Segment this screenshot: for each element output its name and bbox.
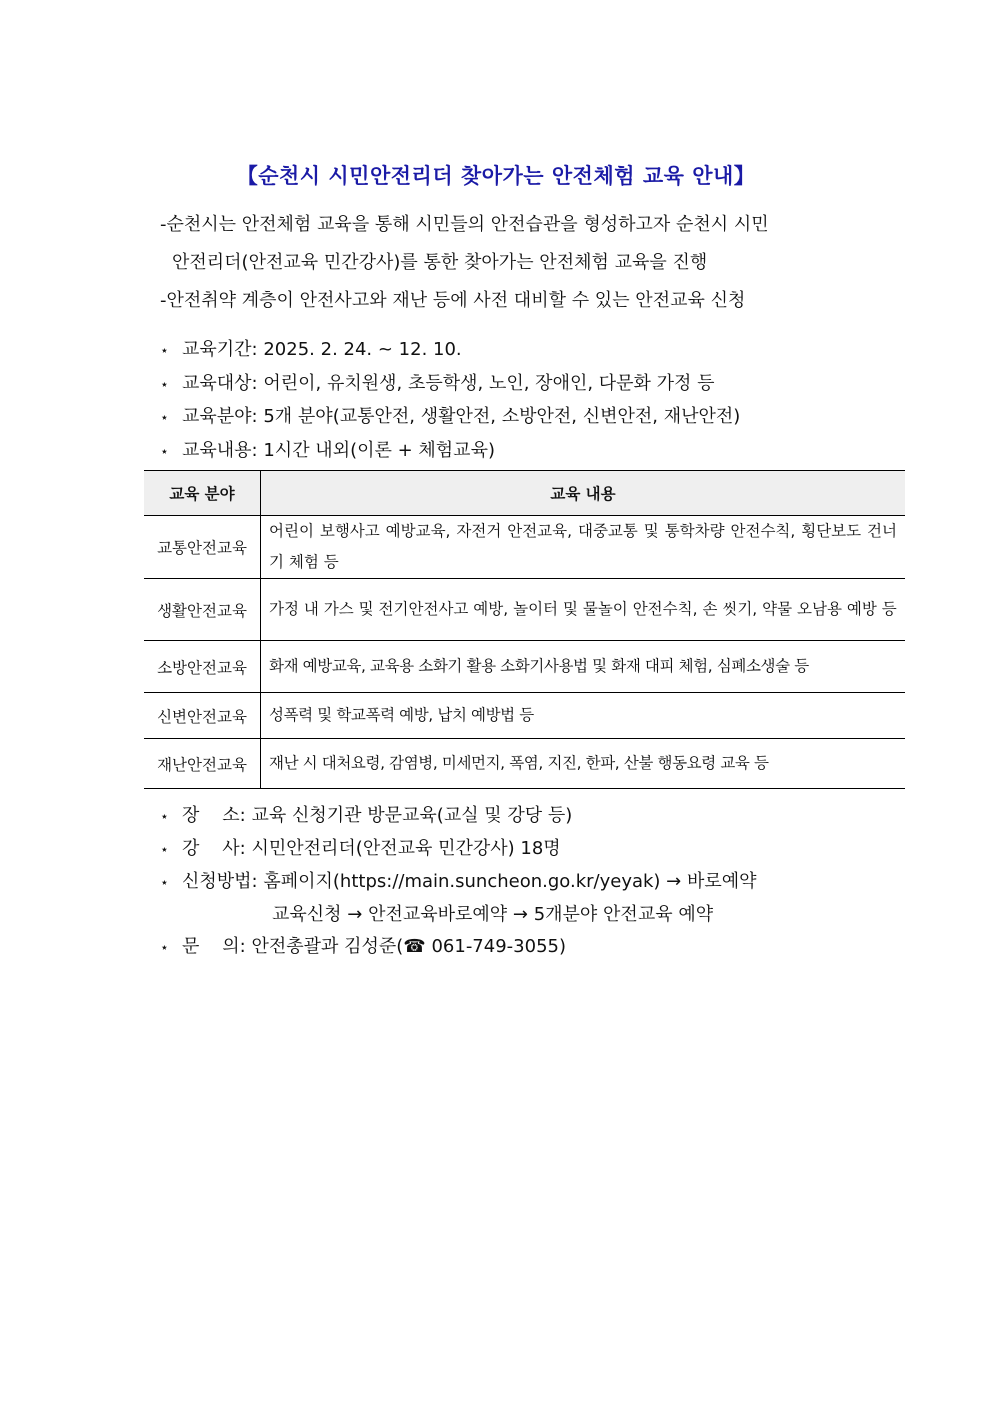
detail-contact bbox=[160, 931, 920, 964]
detail-apply-label: 신청방법: bbox=[182, 871, 258, 892]
intro-paragraph bbox=[160, 206, 900, 320]
row-category: 교통안전교육 bbox=[144, 516, 261, 579]
detail-place bbox=[160, 800, 920, 833]
bullet-star-icon: ⋆ bbox=[160, 940, 169, 956]
table-row bbox=[144, 739, 905, 789]
row-category: 생활안전교육 bbox=[144, 579, 261, 641]
bullet-star-icon: ⋆ bbox=[160, 875, 169, 891]
info-field bbox=[160, 401, 920, 435]
info-content-value: 1시간 내외(이론 + 체험교육) bbox=[263, 439, 495, 461]
info-target-label: 교육대상: bbox=[182, 372, 258, 394]
bullet-star-icon: ⋆ bbox=[160, 443, 169, 460]
info-period-label: 교육기간: bbox=[182, 339, 258, 360]
info-content-label: 교육내용: bbox=[182, 439, 258, 461]
bullet-star-icon: ⋆ bbox=[160, 376, 169, 393]
education-table bbox=[144, 470, 905, 789]
detail-instructor-value: 시민안전리더(안전교육 민간강사) 18명 bbox=[251, 838, 561, 859]
intro-line-2: 안전리더(안전교육 민간강사)를 통한 찾아가는 안전체험 교육을 진행 bbox=[172, 252, 708, 273]
intro-line-3: -안전취약 계층이 안전사고와 재난 등에 사전 대비할 수 있는 안전교육 신청 bbox=[160, 290, 746, 311]
table-row bbox=[144, 579, 905, 641]
row-content: 화재 예방교육, 교육용 소화기 활용 소화기사용법 및 화재 대피 체험, 심폐소생술 등 bbox=[261, 641, 906, 693]
detail-place-value: 교육 신청기관 방문교육(교실 및 강당 등) bbox=[251, 805, 573, 826]
header-field: 교육 분야 bbox=[144, 471, 261, 516]
info-period-value: 2025. 2. 24. ~ 12. 10. bbox=[263, 339, 462, 360]
table-row bbox=[144, 516, 905, 579]
info-content bbox=[160, 435, 920, 469]
row-content: 어린이 보행사고 예방교육, 자전거 안전교육, 대중교통 및 통학차량 안전수칙, 횡단보도 건너기 체험 등 bbox=[261, 516, 906, 579]
application-details bbox=[160, 800, 920, 964]
intro-line-1: -순천시는 안전체험 교육을 통해 시민들의 안전습관을 형성하고자 순천시 시민 bbox=[160, 214, 769, 235]
detail-instructor bbox=[160, 833, 920, 866]
detail-apply bbox=[160, 866, 920, 899]
detail-apply-value: 홈페이지(https://main.suncheon.go.kr/yeyak) → 바로예약 bbox=[263, 871, 757, 892]
info-target bbox=[160, 368, 920, 402]
bullet-star-icon: ⋆ bbox=[160, 809, 169, 825]
detail-instructor-label: 강 사: bbox=[182, 838, 246, 859]
table-header-row bbox=[144, 471, 905, 516]
detail-apply-steps: 교육신청 → 안전교육바로예약 → 5개분야 안전교육 예약 bbox=[272, 904, 714, 925]
detail-place-label: 장 소: bbox=[182, 805, 246, 826]
row-content: 재난 시 대처요령, 감염병, 미세먼지, 폭염, 지진, 한파, 산불 행동요령 교육 등 bbox=[261, 739, 906, 789]
education-info-list bbox=[160, 334, 920, 468]
row-category: 재난안전교육 bbox=[144, 739, 261, 789]
table-row bbox=[144, 641, 905, 693]
info-period bbox=[160, 334, 920, 368]
info-field-label: 교육분야: bbox=[182, 406, 258, 427]
bullet-star-icon: ⋆ bbox=[160, 343, 169, 359]
bullet-star-icon: ⋆ bbox=[160, 410, 169, 426]
info-target-value: 어린이, 유치원생, 초등학생, 노인, 장애인, 다문화 가정 등 bbox=[263, 372, 715, 394]
row-content: 가정 내 가스 및 전기안전사고 예방, 놀이터 및 물놀이 안전수칙, 손 씻기, 약물 오남용 예방 등 bbox=[261, 579, 906, 641]
document-title: 【순천시 시민안전리더 찾아가는 안전체험 교육 안내】 bbox=[236, 164, 756, 188]
info-field-value: 5개 분야(교통안전, 생활안전, 소방안전, 신변안전, 재난안전) bbox=[263, 406, 741, 427]
row-content: 성폭력 및 학교폭력 예방, 납치 예방법 등 bbox=[261, 693, 906, 739]
row-category: 신변안전교육 bbox=[144, 693, 261, 739]
table-row bbox=[144, 693, 905, 739]
bullet-star-icon: ⋆ bbox=[160, 842, 169, 858]
header-content: 교육 내용 bbox=[261, 471, 906, 516]
row-category: 소방안전교육 bbox=[144, 641, 261, 693]
detail-contact-value: 안전총괄과 김성준(☎ 061-749-3055) bbox=[251, 936, 566, 957]
detail-contact-label: 문 의: bbox=[182, 936, 246, 957]
